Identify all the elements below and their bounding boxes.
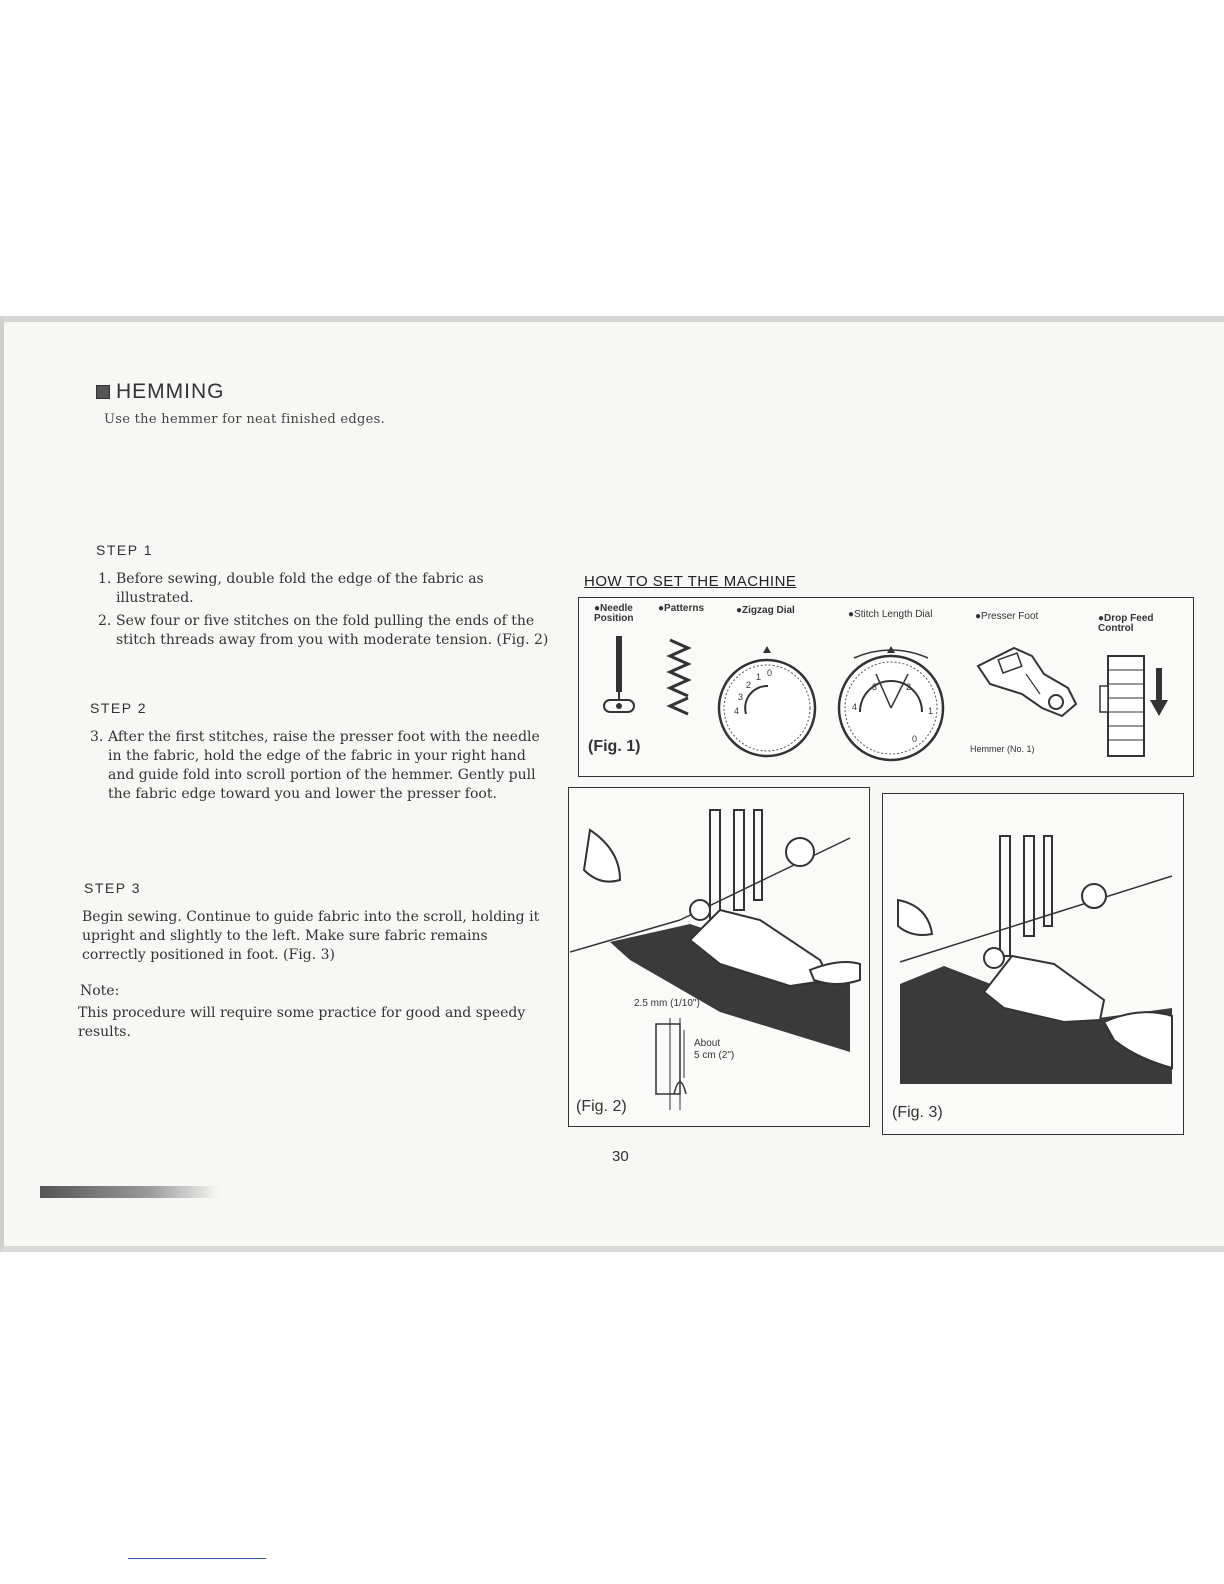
fig-2-illustration — [570, 790, 868, 1125]
hemmer-foot-icon — [970, 644, 1086, 724]
note-text: This procedure will require some practice for good and speedy results. — [78, 1005, 526, 1040]
step-item: 2. Sew four or five stitches on the fold pulling the ends of the stitch threads away from you with moderate tension. (Fig. 2) — [98, 613, 549, 648]
svg-text:4: 4 — [734, 706, 740, 716]
note-label: Note: — [80, 983, 120, 999]
step-item: 1. Before sewing, double fold the edge of the fabric as illustrated. — [98, 571, 484, 606]
step-2-body — [90, 728, 554, 808]
section-title — [96, 380, 225, 404]
setting-patterns: ●Patterns — [658, 603, 705, 614]
svg-text:2: 2 — [906, 682, 912, 692]
section-title-text: HEMMING — [116, 380, 225, 403]
svg-text:1: 1 — [756, 672, 762, 682]
fig-2-measure-about: About — [694, 1038, 721, 1049]
setting-drop-feed-control: ●Drop Feed Control — [1098, 613, 1154, 634]
scan-smudge — [40, 1186, 220, 1198]
svg-text:3: 3 — [738, 692, 744, 702]
step-2-label: STEP 2 — [90, 700, 147, 716]
svg-text:2: 2 — [746, 680, 752, 690]
patterns-icon — [664, 636, 694, 718]
square-bullet-icon — [96, 385, 110, 399]
step-1-body — [98, 570, 556, 654]
fig-2-measure-length: 5 cm (2") — [694, 1050, 735, 1061]
step-item: Begin sewing. Continue to guide fabric into the scroll, holding it upright and slightly to the left. Make sure fabric remains correctly positioned in foot. (Fig. 3) — [82, 909, 540, 963]
fig-2-caption: (Fig. 2) — [576, 1098, 627, 1115]
setting-needle-position: ●Needle Position — [594, 603, 634, 624]
fig-3-caption: (Fig. 3) — [892, 1104, 943, 1121]
step-item: 3. After the first stitches, raise the presser foot with the needle in the fabric, hold the edge of the fabric in your right hand and guide fold into scroll portion of the hemmer. Gently pull the fabric edge toward you and lower the presser foot. — [90, 729, 540, 802]
needle-position-icon — [600, 634, 640, 718]
step-1-label: STEP 1 — [96, 542, 153, 558]
page-number: 30 — [612, 1148, 629, 1165]
zigzag-dial-icon — [716, 644, 818, 762]
setting-presser-foot: ●Presser Foot — [975, 611, 1039, 622]
setting-stitch-length-dial: ●Stitch Length Dial — [848, 609, 933, 620]
svg-text:1: 1 — [928, 706, 934, 716]
hemmer-caption: Hemmer (No. 1) — [970, 744, 1035, 754]
drop-feed-control-icon — [1096, 650, 1180, 760]
svg-text:0: 0 — [912, 734, 918, 744]
fig-2-measure-seam: 2.5 mm (1/10") — [634, 998, 700, 1009]
step-3-body — [82, 908, 552, 969]
page-underline — [128, 1558, 266, 1559]
svg-text:0: 0 — [767, 668, 773, 678]
fig-1-caption: (Fig. 1) — [588, 738, 641, 755]
machine-heading: HOW TO SET THE MACHINE — [584, 573, 797, 590]
stitch-length-dial-icon — [832, 636, 950, 764]
setting-zigzag-dial: ●Zigzag Dial — [736, 605, 795, 616]
step-3-label: STEP 3 — [84, 880, 141, 896]
svg-text:3: 3 — [872, 682, 878, 692]
svg-text:4: 4 — [852, 702, 858, 712]
fig-3-illustration — [884, 796, 1182, 1132]
section-intro: Use the hemmer for neat finished edges. — [104, 412, 386, 427]
